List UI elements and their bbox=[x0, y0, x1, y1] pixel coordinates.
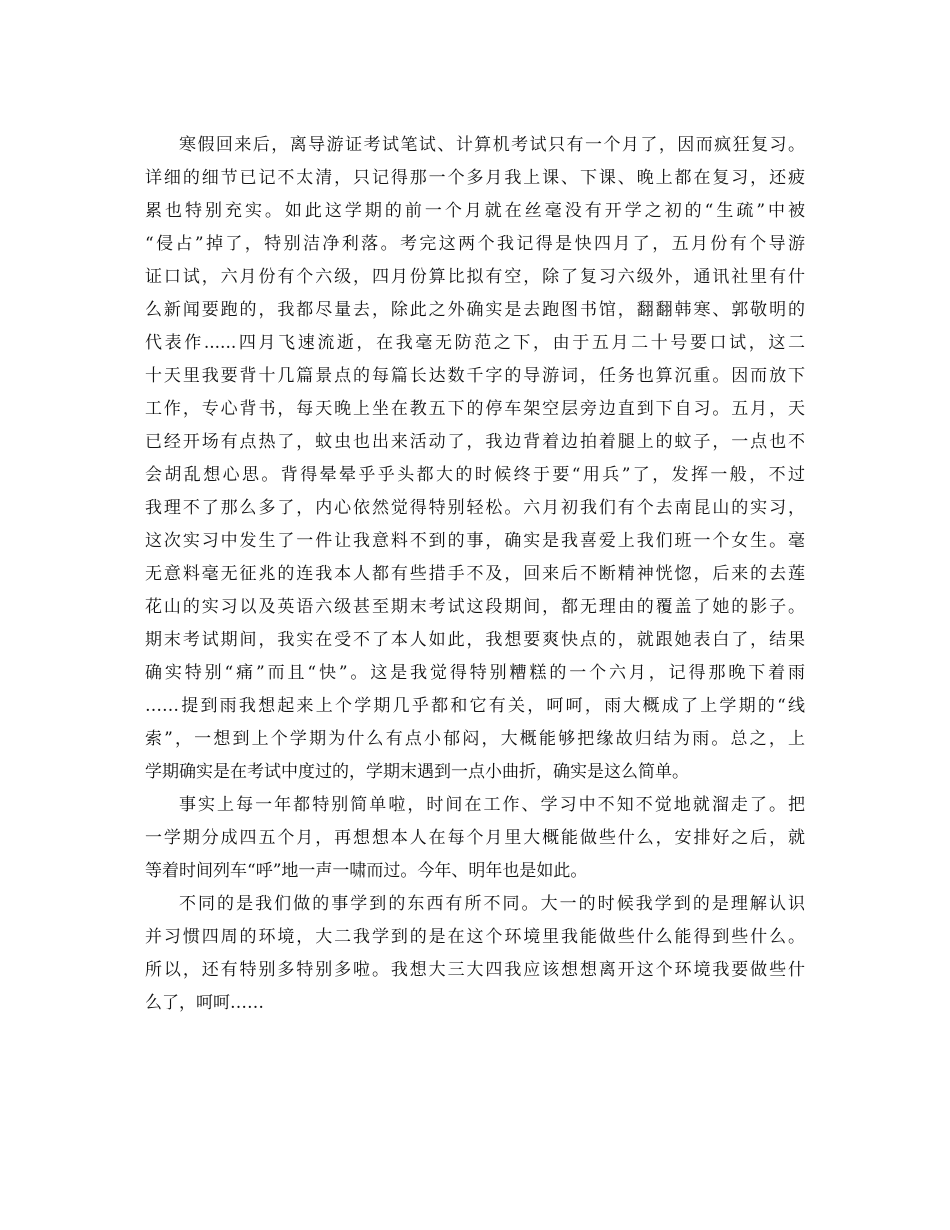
paragraph-2 bbox=[145, 789, 805, 888]
paragraph-3 bbox=[145, 888, 805, 1020]
text-line: 工作，专心背书，每天晚上坐在教五下的停车架空层旁边直到下自习。五月，天 bbox=[145, 399, 805, 419]
text-line: 并习惯四周的环境，大二我学到的是在这个环境里我能做些什么能得到些什么。 bbox=[145, 927, 805, 947]
text-line: 代表作......四月飞速流逝，在我毫无防范之下，由于五月二十号要口试，这二 bbox=[145, 333, 805, 353]
text-line: 累也特别充实。如此这学期的前一个月就在丝毫没有开学之初的“生疏”中被 bbox=[145, 201, 805, 221]
text-line: 学期确实是在考试中度过的，学期末遇到一点小曲折，确实是这么简单。 bbox=[145, 762, 689, 782]
text-line: 不同的是我们做的事学到的东西有所不同。大一的时候我学到的是理解认识 bbox=[179, 894, 805, 914]
text-line: 么新闻要跑的，我都尽量去，除此之外确实是去跑图书馆，翻翻韩寒、郭敬明的 bbox=[145, 300, 805, 320]
text-line: 会胡乱想心思。背得晕晕乎乎头都大的时候终于要“用兵”了，发挥一般，不过 bbox=[145, 465, 805, 485]
text-line: 花山的实习以及英语六级甚至期末考试这段期间，都无理由的覆盖了她的影子。 bbox=[145, 597, 805, 617]
text-line: 这次实习中发生了一件让我意料不到的事，确实是我喜爱上我们班一个女生。毫 bbox=[145, 531, 805, 551]
text-line: 寒假回来后，离导游证考试笔试、计算机考试只有一个月了，因而疯狂复习。 bbox=[179, 135, 805, 155]
text-line: 索”，一想到上个学期为什么有点小郁闷，大概能够把缘故归结为雨。总之，上 bbox=[145, 729, 805, 749]
text-line: ……提到雨我想起来上个学期几乎都和它有关，呵呵，雨大概成了上学期的“线 bbox=[145, 696, 805, 716]
text-line: 无意料毫无征兆的连我本人都有些措手不及，回来后不断精神恍惚，后来的去莲 bbox=[145, 564, 805, 584]
text-line: 详细的细节已记不太清，只记得那一个多月我上课、下课、晚上都在复习，还疲 bbox=[145, 168, 805, 188]
text-line: 所以，还有特别多特别多啦。我想大三大四我应该想想离开这个环境我要做些什 bbox=[145, 960, 805, 980]
paragraph-1 bbox=[145, 129, 805, 789]
text-line: “侵占”掉了，特别洁净利落。考完这两个我记得是快四月了，五月份有个导游 bbox=[145, 234, 805, 254]
body-text bbox=[145, 129, 805, 1020]
text-line: 证口试，六月份有个六级，四月份算比拟有空，除了复习六级外，通讯社里有什 bbox=[145, 267, 805, 287]
text-line: 期末考试期间，我实在受不了本人如此，我想要爽快点的，就跟她表白了，结果 bbox=[145, 630, 805, 650]
text-line: 十天里我要背十几篇景点的每篇长达数千字的导游词，任务也算沉重。因而放下 bbox=[145, 366, 805, 386]
text-line: 确实特别“痛”而且“快”。这是我觉得特别糟糕的一个六月，记得那晚下着雨 bbox=[145, 663, 805, 683]
text-line: 等着时间列车“呼”地一声一啸而过。今年、明年也是如此。 bbox=[145, 861, 588, 881]
text-line: 一学期分成四五个月，再想想本人在每个月里大概能做些什么，安排好之后，就 bbox=[145, 828, 805, 848]
text-line: 么了，呵呵…… bbox=[145, 993, 264, 1013]
text-line: 已经开场有点热了，蚊虫也出来活动了，我边背着边拍着腿上的蚊子，一点也不 bbox=[145, 432, 805, 452]
text-line: 我理不了那么多了，内心依然觉得特别轻松。六月初我们有个去南昆山的实习， bbox=[145, 498, 805, 518]
text-line: 事实上每一年都特别简单啦，时间在工作、学习中不知不觉地就溜走了。把 bbox=[179, 795, 805, 815]
